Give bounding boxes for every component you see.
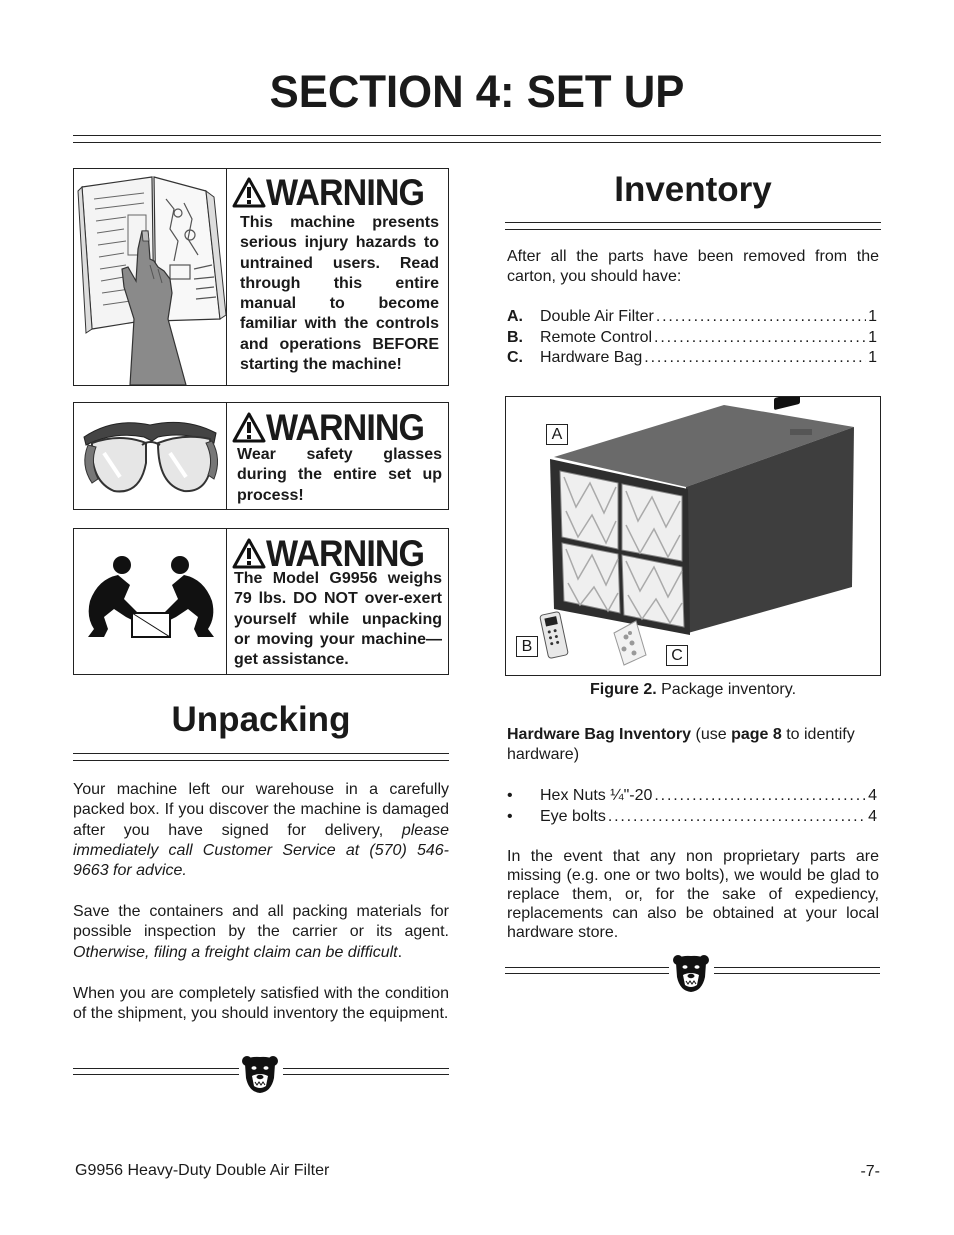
figure-label-c: C — [666, 645, 688, 666]
hardware-bag-heading: Hardware Bag Inventory (use page 8 to identify hardware) — [507, 726, 855, 764]
warning-header — [232, 409, 438, 446]
figure-caption: Figure 2. Package inventory. — [589, 681, 797, 698]
list-item: • Hex Nuts ¼"-20 . . . 4 — [507, 786, 877, 807]
figure-label-a: A — [546, 424, 568, 445]
unpacking-paragraph-2: Save the containers and all packing materials for possible inspection by the carrier or its agent. Otherwise, filing a freight claim can be difficult. — [73, 903, 449, 961]
section-title: SECTION 4: SET UP — [269, 66, 685, 117]
warning-text: Wear safety glasses during the entire set up process! — [237, 446, 442, 504]
warning-word: WARNING — [266, 407, 425, 448]
list-item: • Eye bolts . . . 4 — [507, 807, 877, 828]
list-item: C. Hardware Bag . . . 1 — [507, 348, 877, 369]
divider-line — [505, 967, 669, 974]
warning-header — [232, 174, 438, 211]
warning-text: This machine presents serious injury hazards to untrained users. Read through this entire manual to become familiar with the controls and operations BEFORE starting the machine! — [240, 214, 439, 374]
warning-triangle-icon — [232, 177, 266, 208]
inventory-list — [507, 307, 877, 369]
safety-glasses-icon — [74, 403, 227, 509]
page-number: -7- — [860, 1163, 880, 1180]
figure-label-b: B — [516, 636, 538, 657]
warning-text: The Model G9956 weighs 79 lbs. DO NOT over-exert yourself while unpacking or moving your machine—get assistance. — [234, 570, 442, 669]
inventory-figure — [505, 396, 881, 676]
inventory-heading: Inventory — [614, 170, 772, 209]
unpacking-heading: Unpacking — [171, 700, 351, 739]
divider-line — [714, 967, 880, 974]
warning-triangle-icon — [232, 538, 266, 569]
inventory-intro: After all the parts have been removed from the carton, you should have: — [507, 248, 879, 286]
warning-box-lift — [73, 528, 449, 675]
two-person-lift-icon — [74, 529, 227, 674]
list-item: B. Remote Control . . . 1 — [507, 328, 877, 349]
unpacking-paragraph-3: When you are completely satisfied with the condition of the shipment, you should inventory the equipment. — [73, 985, 449, 1023]
list-item: A. Double Air Filter . . . 1 — [507, 307, 877, 328]
hardware-list — [507, 786, 877, 827]
footer-title: G9956 Heavy-Duty Double Air Filter — [75, 1162, 330, 1179]
warning-box-manual — [73, 168, 449, 386]
warning-word: WARNING — [266, 172, 425, 213]
unpacking-rule — [73, 753, 449, 761]
manual-reading-icon — [74, 169, 227, 385]
warning-header — [232, 535, 438, 572]
inventory-rule — [505, 222, 881, 230]
bear-logo-icon — [672, 953, 710, 993]
section-title-rule — [73, 135, 881, 143]
divider-line — [283, 1068, 449, 1075]
warning-box-glasses — [73, 402, 449, 510]
divider-line — [73, 1068, 239, 1075]
warning-word: WARNING — [266, 533, 425, 574]
warning-triangle-icon — [232, 412, 266, 443]
inventory-closing: In the event that any non proprietary parts are missing (e.g. one or two bolts), we would be glad to replace them, or, for the sake of expediency, replacements can also be obtained at your local hardware store. — [507, 848, 879, 941]
unpacking-paragraph-1: Your machine left our warehouse in a carefully packed box. If you discover the machine is damaged after you have signed for delivery, please immediately call Customer Service at (570) 546-9663 for advice. — [73, 781, 449, 880]
bear-logo-icon — [241, 1054, 279, 1094]
